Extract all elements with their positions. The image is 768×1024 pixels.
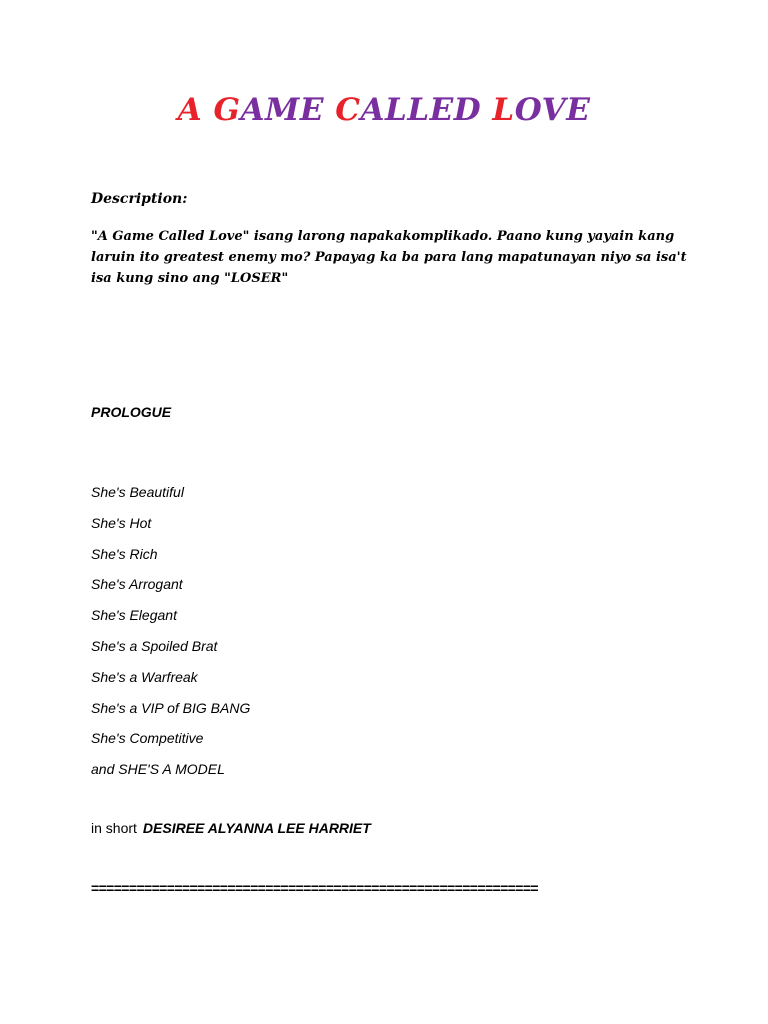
title-part: C bbox=[335, 92, 361, 128]
section-divider: =========================================================== bbox=[91, 880, 538, 896]
title-part: AME bbox=[240, 92, 336, 128]
prologue-lines bbox=[91, 482, 250, 790]
prologue-line: She's Beautiful bbox=[91, 484, 184, 500]
prologue-line: She's Arrogant bbox=[91, 576, 183, 593]
prologue-line: She's Hot bbox=[91, 514, 152, 531]
in-short-line bbox=[91, 820, 371, 836]
prologue-line: She's a Spoiled Brat bbox=[91, 637, 218, 654]
prologue-line: and SHE'S A MODEL bbox=[91, 761, 225, 778]
prologue-line: She's a VIP of BIG BANG bbox=[91, 699, 251, 716]
prologue-line: She's Rich bbox=[91, 545, 158, 562]
description-heading: Description: bbox=[91, 191, 188, 207]
prologue-line: She's Elegant bbox=[91, 607, 177, 624]
title-part: A bbox=[177, 92, 214, 128]
title-part: G bbox=[213, 92, 241, 128]
prologue-line: She's a Warfreak bbox=[91, 668, 198, 685]
character-name: DESIREE ALYANNA LEE HARRIET bbox=[142, 820, 371, 836]
in-short-label: in short bbox=[91, 820, 137, 836]
prologue-line: She's Competitive bbox=[91, 730, 204, 747]
title-part: OVE bbox=[514, 92, 591, 128]
title-part: L bbox=[492, 92, 515, 128]
document-title bbox=[0, 92, 768, 128]
description-body: "A Game Called Love" isang larong napakakomplikado. Paano kung yayain kang laruin ito greatest enemy mo? Papayag ka ba para lang mapatunayan niyo sa isa't isa kung sino ang "LOSER" bbox=[91, 229, 687, 286]
title-part: ALLED bbox=[360, 92, 493, 128]
prologue-heading: PROLOGUE bbox=[91, 404, 172, 420]
